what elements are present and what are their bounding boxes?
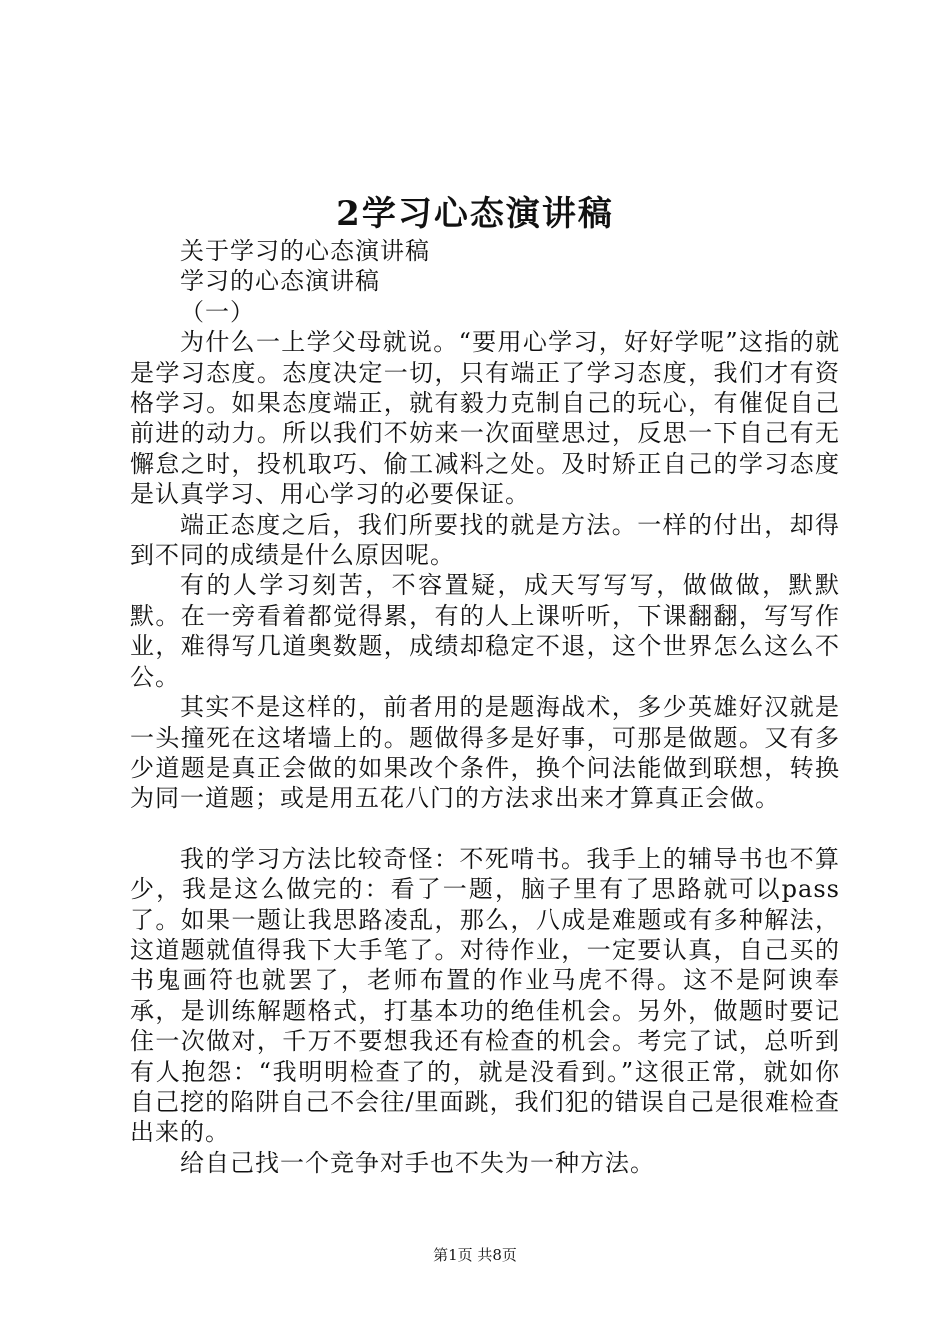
paragraph: （一）	[180, 297, 255, 326]
paragraph: 有的人学习刻苦，不容置疑，成天写写写，做做做，默默默。在一旁看着都觉得累，有的人上课听听，下课翻翻，写写作业，难得写几道奥数题，成绩却稳定不退，这个世界怎么这么不公。	[130, 571, 840, 691]
document-title: 2学习心态演讲稿	[336, 194, 614, 234]
paragraph: 为什么一上学父母就说。“要用心学习，好好学呢”这指的就是学习态度。态度决定一切，只有端正了学习态度，我们才有资格学习。如果态度端正，就有毅力克制自己的玩心，有催促自己前进的动力。所以我们不妨来一次面壁思过，反思一下自己有无懈怠之时，投机取巧、偷工减料之处。及时矫正自己的学习态度是认真学习、用心学习的必要保证。	[130, 328, 840, 509]
document-body	[130, 236, 840, 1178]
paragraph: 我的学习方法比较奇怪：不死啃书。我手上的辅导书也不算少，我是这么做完的：看了一题，脑子里有了思路就可以pass了。如果一题让我思路凌乱，那么，八成是难题或有多种解法，这道题就值得我下大手笔了。对待作业，一定要认真，自己买的书鬼画符也就罢了，老师布置的作业马虎不得。这不是阿谀奉承，是训练解题格式，打基本功的绝佳机会。另外，做题时要记住一次做对，千万不要想我还有检查的机会。考完了试，总听到有人抱怨：“我明明检查了的，就是没看到。”这很正常，就如你自己挖的陷阱自己不会往/里面跳，我们犯的错误自己是很难检查出来的。	[130, 844, 840, 1147]
paragraph: 学习的心态演讲稿	[180, 267, 380, 296]
paragraph: 端正态度之后，我们所要找的就是方法。一样的付出，却得到不同的成绩是什么原因呢。	[130, 510, 840, 570]
page-footer: 第1页 共8页	[433, 1246, 517, 1264]
paragraph: 关于学习的心态演讲稿	[180, 237, 430, 265]
paragraph: 其实不是这样的，前者用的是题海战术，多少英雄好汉就是一头撞死在这堵墙上的。题做得多是好事，可那是做题。又有多少道题是真正会做的如果改个条件，换个问法能做到联想，转换为同一道题；或是用五花八门的方法求出来才算真正会做。	[130, 693, 840, 813]
paragraph: 给自己找一个竞争对手也不失为一种方法。	[180, 1148, 655, 1177]
